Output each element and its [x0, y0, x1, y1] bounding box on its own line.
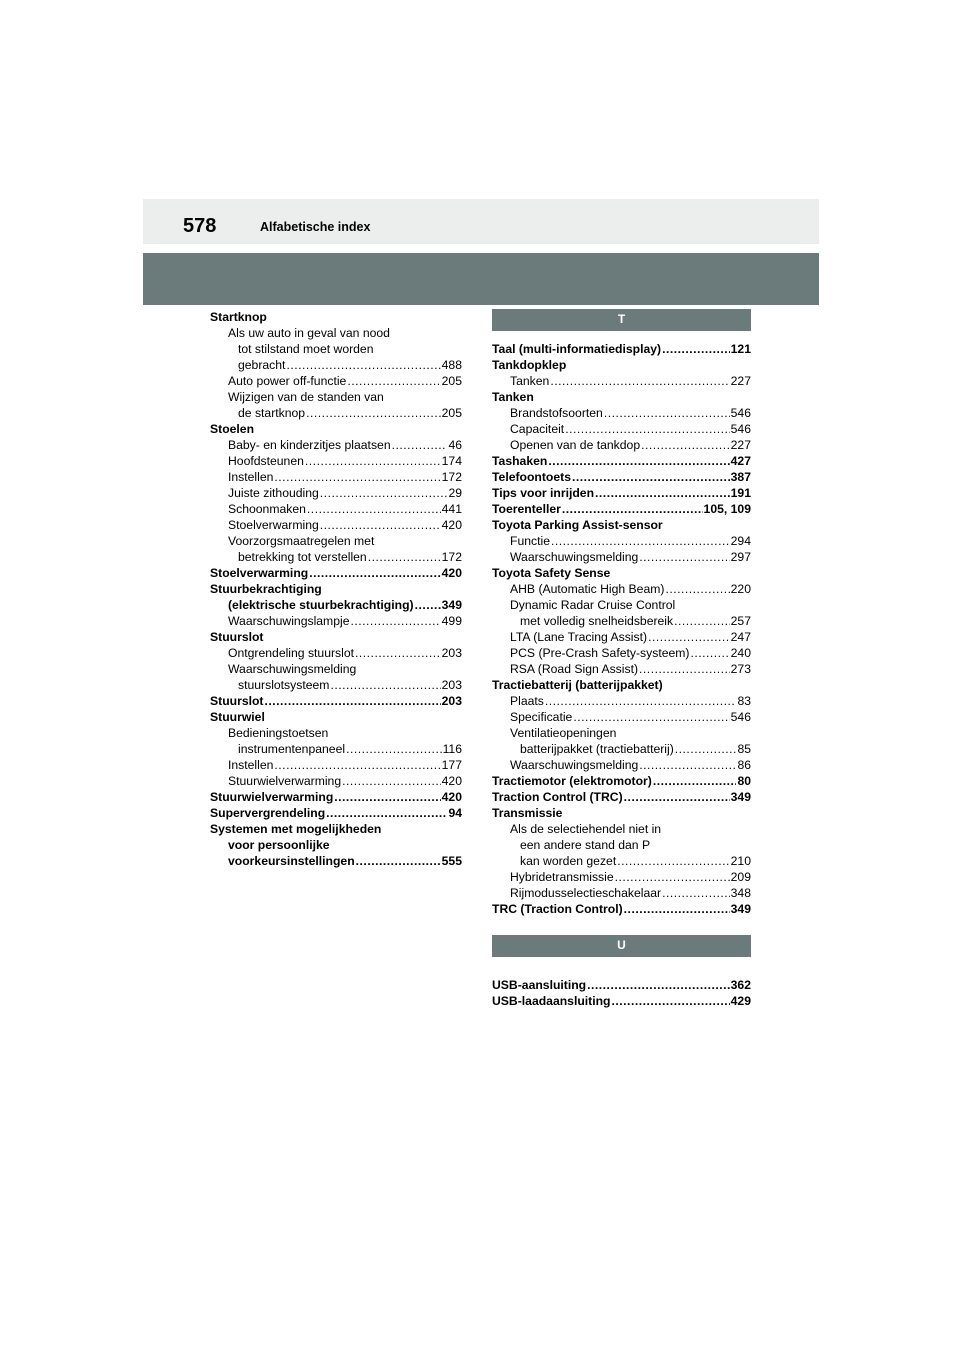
index-entry	[492, 421, 751, 437]
index-entry	[492, 629, 751, 645]
index-entry-text: (elektrische stuurbekrachtiging)	[228, 598, 414, 612]
index-entry-text: Dynamic Radar Cruise Control	[510, 598, 676, 612]
index-entry-text: met volledig snelheidsbereik	[520, 614, 674, 628]
dot-leader	[648, 629, 730, 645]
dot-leader	[639, 661, 730, 677]
dot-leader	[617, 853, 729, 869]
index-entry-page[interactable]: 349	[441, 598, 462, 612]
index-entry-page[interactable]: 205	[441, 374, 462, 388]
index-entry-text: voor persoonlijke	[228, 838, 330, 852]
index-entry-page[interactable]: 499	[441, 614, 462, 628]
index-entry-text: Ontgrendeling stuurslot	[228, 646, 355, 660]
index-entry-text: USB-aansluiting	[492, 978, 587, 992]
index-entry	[210, 357, 462, 373]
index-entry-text: Functie	[510, 534, 550, 548]
index-entry-text: Tashaken	[492, 454, 548, 468]
dot-leader	[662, 885, 730, 901]
header-bar	[143, 199, 819, 244]
index-entry	[492, 677, 751, 693]
index-entry-page[interactable]: 227	[730, 438, 751, 452]
index-entry-page[interactable]: 349	[730, 790, 751, 804]
index-entry-text: Stoelverwarming	[228, 518, 319, 532]
index-entry-text: Transmissie	[492, 806, 563, 820]
index-entry-page[interactable]: 546	[730, 406, 751, 420]
index-entry-text: Startknop	[210, 310, 267, 324]
index-entry-text: Instellen	[228, 470, 274, 484]
index-entry-page[interactable]: 203	[441, 678, 462, 692]
section-banner	[143, 253, 819, 305]
index-entry-page[interactable]: 555	[441, 854, 462, 868]
index-entry	[210, 533, 462, 549]
dot-leader	[572, 469, 730, 485]
index-entry-text: Stuurslot	[210, 630, 264, 644]
index-entry-text: AHB (Automatic High Beam)	[510, 582, 665, 596]
index-entry	[492, 709, 751, 725]
index-entry-text: Stuurwielverwarming	[228, 774, 342, 788]
dot-leader	[573, 709, 729, 725]
dot-leader	[320, 485, 448, 501]
index-entry-text: gebracht	[238, 358, 286, 372]
index-entry-page[interactable]: 546	[730, 422, 751, 436]
index-entry-text: Brandstofsoorten	[510, 406, 603, 420]
dot-leader	[309, 565, 440, 581]
index-entry-page[interactable]: 86	[737, 758, 751, 772]
index-entry-page[interactable]: 105, 109	[703, 502, 751, 516]
index-entry-page[interactable]: 297	[730, 550, 751, 564]
dot-leader	[550, 373, 729, 389]
index-entry-text: Ventilatieopeningen	[510, 726, 617, 740]
index-entry-text: Bedieningstoetsen	[228, 726, 329, 740]
dot-leader	[346, 741, 442, 757]
index-entry	[492, 853, 751, 869]
index-entry-page[interactable]: 121	[730, 342, 751, 356]
index-entry-page[interactable]: 210	[730, 854, 751, 868]
dot-leader	[562, 501, 703, 517]
index-entry-page[interactable]: 174	[441, 454, 462, 468]
index-entry	[210, 421, 462, 437]
index-entry	[210, 437, 462, 453]
index-entry-text: Tankdopklep	[492, 358, 567, 372]
index-entry-text: Stoelen	[210, 422, 255, 436]
dot-leader	[551, 533, 730, 549]
index-entry	[492, 821, 751, 837]
index-entry-page[interactable]: 257	[730, 614, 751, 628]
index-entry-text: Auto power off-functie	[228, 374, 347, 388]
index-entry-text: Specificatie	[510, 710, 573, 724]
index-entry-text: Als de selectiehendel niet in	[510, 822, 662, 836]
index-entry	[210, 693, 462, 709]
index-entry	[210, 485, 462, 501]
index-entry-text: Stoelverwarming	[210, 566, 309, 580]
index-entry	[210, 661, 462, 677]
index-list-u	[492, 977, 751, 1009]
index-entry	[210, 741, 462, 757]
index-entry-page[interactable]: 349	[730, 902, 751, 916]
dot-leader	[342, 773, 441, 789]
index-entry-text: voorkeursinstellingen	[228, 854, 355, 868]
dot-leader	[274, 757, 440, 773]
index-entry-page[interactable]: 247	[730, 630, 751, 644]
index-entry-page[interactable]: 427	[730, 454, 751, 468]
dot-leader	[306, 405, 441, 421]
index-entry	[492, 597, 751, 613]
index-entry-page[interactable]: 209	[730, 870, 751, 884]
index-entry-text: Schoonmaken	[228, 502, 306, 516]
dot-leader	[274, 469, 440, 485]
index-entry	[492, 773, 751, 789]
dot-leader	[415, 597, 441, 613]
index-entry-page[interactable]: 94	[448, 806, 462, 820]
index-entry-text: batterijpakket (tractiebatterij)	[520, 742, 674, 756]
index-entry	[492, 977, 751, 993]
dot-leader	[653, 773, 737, 789]
index-entry-text: Tanken	[492, 390, 534, 404]
index-entry-text: tot stilstand moet worden	[238, 342, 374, 356]
index-entry-text: kan worden gezet	[520, 854, 617, 868]
index-entry-page[interactable]: 387	[730, 470, 751, 484]
index-entry	[492, 469, 751, 485]
index-entry	[210, 581, 462, 597]
index-entry-text: Voorzorgsmaatregelen met	[228, 534, 375, 548]
dot-leader	[665, 581, 729, 597]
index-entry	[210, 629, 462, 645]
dot-leader	[392, 437, 448, 453]
page-number: 578	[183, 215, 217, 237]
index-entry	[492, 581, 751, 597]
index-entry	[492, 389, 751, 405]
index-entry-text: Stuurwielverwarming	[210, 790, 334, 804]
index-entry-text: Toyota Safety Sense	[492, 566, 611, 580]
index-entry	[492, 805, 751, 821]
index-entry	[210, 645, 462, 661]
index-entry-page[interactable]: 203	[441, 646, 462, 660]
index-entry-text: Rijmodusselectieschakelaar	[510, 886, 662, 900]
index-entry-page[interactable]: 220	[730, 582, 751, 596]
index-entry	[492, 993, 751, 1009]
index-entry	[210, 373, 462, 389]
index-entry-text: Stuurbekrachtiging	[210, 582, 322, 596]
index-entry	[492, 341, 751, 357]
dot-leader	[350, 613, 440, 629]
index-entry	[210, 805, 462, 821]
dot-leader	[624, 901, 730, 917]
index-entry-text: Capaciteit	[510, 422, 565, 436]
index-entry-text: Hoofdsteunen	[228, 454, 304, 468]
index-list-t	[492, 341, 751, 917]
dot-leader	[624, 789, 730, 805]
dot-leader	[330, 677, 440, 693]
index-entry	[492, 613, 751, 629]
dot-leader	[355, 645, 441, 661]
index-entry	[492, 693, 751, 709]
letter-heading-u: U	[492, 935, 751, 957]
index-entry-text: RSA (Road Sign Assist)	[510, 662, 639, 676]
index-entry-text: PCS (Pre-Crash Safety-systeem)	[510, 646, 690, 660]
dot-leader	[565, 421, 729, 437]
index-entry-page[interactable]: 546	[730, 710, 751, 724]
index-entry	[492, 549, 751, 565]
index-entry	[492, 565, 751, 581]
index-entry	[210, 757, 462, 773]
index-entry	[210, 709, 462, 725]
index-entry-page[interactable]: 294	[730, 534, 751, 548]
index-entry-text: Wijzigen van de standen van	[228, 390, 384, 404]
index-entry	[492, 437, 751, 453]
index-entry-text: USB-laadaansluiting	[492, 994, 611, 1008]
dot-leader	[347, 373, 440, 389]
index-entry-text: Tractiemotor (elektromotor)	[492, 774, 652, 788]
index-entry-page[interactable]: 205	[441, 406, 462, 420]
dot-leader	[320, 517, 441, 533]
index-entry	[492, 357, 751, 373]
index-entry-text: Waarschuwingsmelding	[510, 550, 639, 564]
index-entry	[210, 341, 462, 357]
index-entry	[210, 405, 462, 421]
index-entry-page[interactable]: 46	[448, 438, 462, 452]
index-entry	[210, 469, 462, 485]
index-entry-text: Tractiebatterij (batterijpakket)	[492, 678, 663, 692]
index-entry-text: Tips voor inrijden	[492, 486, 595, 500]
index-entry	[210, 773, 462, 789]
index-entry	[492, 485, 751, 501]
dot-leader	[662, 341, 730, 357]
index-entry	[492, 661, 751, 677]
index-entry-text: Stuurslot	[210, 694, 264, 708]
index-entry	[210, 549, 462, 565]
index-entry-page[interactable]: 80	[737, 774, 751, 788]
dot-leader	[305, 453, 441, 469]
index-entry-text: Toyota Parking Assist-sensor	[492, 518, 663, 532]
dot-leader	[334, 789, 440, 805]
index-entry	[210, 325, 462, 341]
header-title: Alfabetische index	[260, 220, 371, 234]
index-entry-page[interactable]: 240	[730, 646, 751, 660]
index-entry-page[interactable]: 227	[730, 374, 751, 388]
index-entry-page[interactable]: 29	[448, 486, 462, 500]
index-entry	[210, 517, 462, 533]
index-entry-text: betrekking tot verstellen	[238, 550, 367, 564]
index-entry-text: stuurslotsysteem	[238, 678, 330, 692]
index-entry-text: LTA (Lane Tracing Assist)	[510, 630, 648, 644]
dot-leader	[356, 853, 441, 869]
dot-leader	[545, 693, 737, 709]
index-entry-text: Plaats	[510, 694, 544, 708]
index-entry	[210, 389, 462, 405]
index-entry-page[interactable]: 348	[730, 886, 751, 900]
index-entry-text: Waarschuwingslampje	[228, 614, 350, 628]
index-entry-text: Waarschuwingsmelding	[228, 662, 357, 676]
dot-leader	[674, 613, 730, 629]
index-entry	[492, 757, 751, 773]
index-entry	[492, 373, 751, 389]
index-entry-text: Systemen met mogelijkheden	[210, 822, 382, 836]
index-entry	[492, 885, 751, 901]
index-entry-text: Juiste zithouding	[228, 486, 319, 500]
index-entry-text: Telefoontoets	[492, 470, 571, 484]
index-entry	[210, 565, 462, 581]
dot-leader	[548, 453, 729, 469]
index-entry-page[interactable]: 420	[441, 566, 462, 580]
index-entry-page[interactable]: 177	[441, 758, 462, 772]
index-entry-text: TRC (Traction Control)	[492, 902, 623, 916]
index-entry-page[interactable]: 429	[730, 994, 751, 1008]
letter-heading-t: T	[492, 309, 751, 331]
index-entry-text: een andere stand dan P	[520, 838, 651, 852]
index-entry	[210, 613, 462, 629]
dot-leader	[639, 549, 729, 565]
index-entry-page[interactable]: 420	[441, 518, 462, 532]
index-entry-text: Instellen	[228, 758, 274, 772]
index-entry-text: Tanken	[510, 374, 550, 388]
index-entry-page[interactable]: 273	[730, 662, 751, 676]
index-entry	[210, 853, 462, 869]
index-entry	[492, 901, 751, 917]
index-entry-text: Taal (multi-informatiedisplay)	[492, 342, 662, 356]
index-entry	[492, 869, 751, 885]
index-entry	[210, 453, 462, 469]
index-entry-page[interactable]: 116	[442, 742, 462, 756]
dot-leader	[641, 437, 730, 453]
index-entry-text: Traction Control (TRC)	[492, 790, 623, 804]
index-entry	[492, 517, 751, 533]
index-entry-text: de startknop	[238, 406, 306, 420]
dot-leader	[690, 645, 729, 661]
index-column-left	[210, 309, 462, 869]
dot-leader	[265, 693, 441, 709]
index-entry-page[interactable]: 172	[441, 470, 462, 484]
index-entry-page[interactable]: 172	[441, 550, 462, 564]
index-entry	[210, 309, 462, 325]
index-entry	[492, 789, 751, 805]
index-entry-text: Supervergrendeling	[210, 806, 326, 820]
index-entry	[210, 725, 462, 741]
index-entry-page[interactable]: 191	[730, 486, 751, 500]
index-entry	[210, 821, 462, 837]
index-entry	[492, 453, 751, 469]
index-entry	[492, 501, 751, 517]
index-entry-text: Toerenteller	[492, 502, 561, 516]
dot-leader	[286, 357, 440, 373]
index-entry	[210, 597, 462, 613]
index-entry	[492, 645, 751, 661]
index-entry-text: Hybridetransmissie	[510, 870, 614, 884]
index-entry-page[interactable]: 488	[441, 358, 462, 372]
index-entry-text: Openen van de tankdop	[510, 438, 641, 452]
index-entry	[210, 677, 462, 693]
index-entry	[492, 533, 751, 549]
index-entry	[492, 837, 751, 853]
index-entry-text: Waarschuwingsmelding	[510, 758, 639, 772]
index-entry	[492, 741, 751, 757]
index-entry-page[interactable]: 203	[441, 694, 462, 708]
index-entry-text: instrumentenpaneel	[238, 742, 346, 756]
index-entry-text: Als uw auto in geval van nood	[228, 326, 390, 340]
dot-leader	[615, 869, 730, 885]
index-entry-text: Stuurwiel	[210, 710, 265, 724]
dot-leader	[307, 501, 441, 517]
index-entry	[210, 789, 462, 805]
index-entry	[210, 837, 462, 853]
dot-leader	[612, 993, 730, 1009]
index-entry-text: Baby- en kinderzitjes plaatsen	[228, 438, 391, 452]
index-entry	[492, 405, 751, 421]
index-entry-page[interactable]: 420	[441, 774, 462, 788]
index-entry-page[interactable]: 420	[441, 790, 462, 804]
index-entry-page[interactable]: 85	[737, 742, 751, 756]
dot-leader	[595, 485, 730, 501]
index-entry	[210, 501, 462, 517]
index-entry-page[interactable]: 362	[730, 978, 751, 992]
dot-leader	[368, 549, 441, 565]
dot-leader	[604, 405, 730, 421]
index-entry	[492, 725, 751, 741]
dot-leader	[326, 805, 447, 821]
index-entry-page[interactable]: 83	[737, 694, 751, 708]
dot-leader	[675, 741, 737, 757]
dot-leader	[587, 977, 730, 993]
index-entry-page[interactable]: 441	[441, 502, 462, 516]
index-column-right	[492, 309, 751, 1009]
dot-leader	[639, 757, 736, 773]
